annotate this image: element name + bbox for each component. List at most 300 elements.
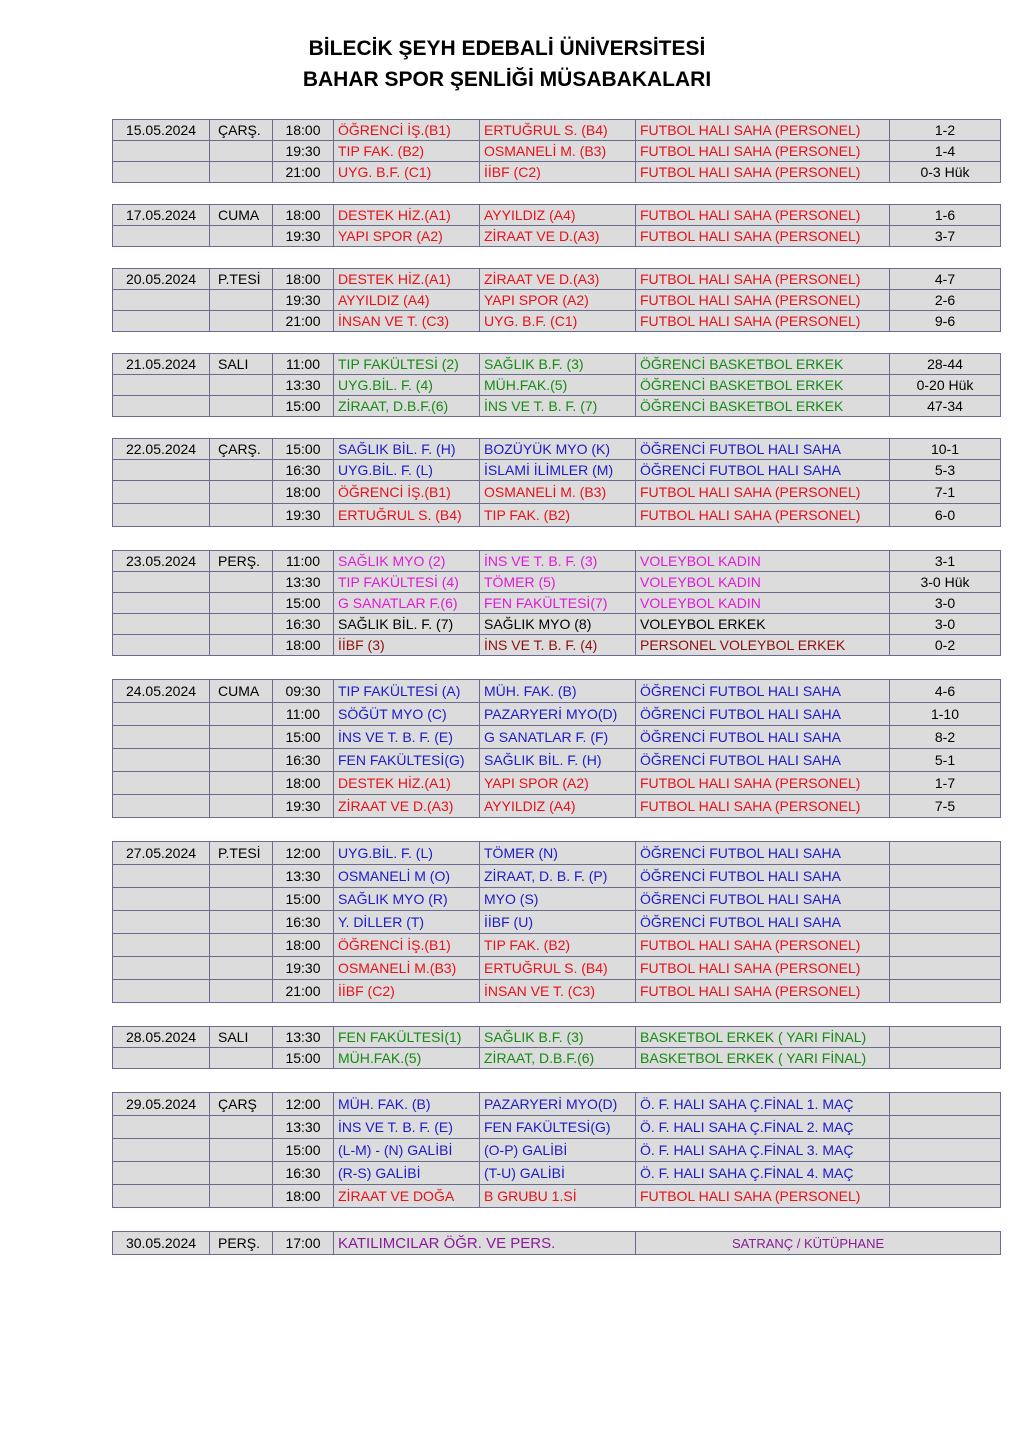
match-row — [113, 1116, 1001, 1139]
match-score: 9-6 — [890, 311, 1001, 332]
match-day — [210, 162, 273, 183]
day-table — [112, 841, 1001, 1003]
team-1: AYYILDIZ (A4) — [334, 290, 480, 311]
match-venue: VOLEYBOL ERKEK — [636, 614, 890, 635]
match-venue: ÖĞRENCİ FUTBOL HALI SAHA — [636, 749, 890, 772]
match-score: 10-1 — [890, 439, 1001, 460]
match-date — [113, 396, 210, 417]
team-2: İNSAN VE T. (C3) — [480, 980, 636, 1003]
match-time: 19:30 — [273, 141, 334, 162]
match-date — [113, 795, 210, 818]
team-2: SAĞLIK B.F. (3) — [480, 354, 636, 375]
match-date: 15.05.2024 — [113, 120, 210, 141]
match-day — [210, 726, 273, 749]
match-time: 09:30 — [273, 680, 334, 703]
table-spacer — [112, 527, 1000, 550]
match-day — [210, 980, 273, 1003]
match-time: 18:00 — [273, 481, 334, 504]
team-1: İNSAN VE T. (C3) — [334, 311, 480, 332]
match-time: 11:00 — [273, 551, 334, 572]
match-day — [210, 934, 273, 957]
match-score: 5-1 — [890, 749, 1001, 772]
team-1: TIP FAKÜLTESİ (A) — [334, 680, 480, 703]
match-venue: FUTBOL HALI SAHA (PERSONEL) — [636, 311, 890, 332]
match-score: 4-6 — [890, 680, 1001, 703]
match-score: 7-1 — [890, 481, 1001, 504]
match-score: 4-7 — [890, 269, 1001, 290]
table-spacer — [112, 1003, 1000, 1026]
match-date — [113, 980, 210, 1003]
match-venue: FUTBOL HALI SAHA (PERSONEL) — [636, 226, 890, 247]
match-score: 1-2 — [890, 120, 1001, 141]
match-score — [890, 934, 1001, 957]
match-date — [113, 311, 210, 332]
match-venue: FUTBOL HALI SAHA (PERSONEL) — [636, 120, 890, 141]
team-2: SAĞLIK BİL. F. (H) — [480, 749, 636, 772]
schedule-tables — [112, 119, 1000, 1255]
match-date — [113, 934, 210, 957]
team-2: İSLAMİ İLİMLER (M) — [480, 460, 636, 481]
match-day — [210, 1048, 273, 1069]
match-date: 21.05.2024 — [113, 354, 210, 375]
chess-day: PERŞ. — [210, 1232, 273, 1255]
match-day — [210, 749, 273, 772]
match-date — [113, 957, 210, 980]
match-venue: ÖĞRENCİ FUTBOL HALI SAHA — [636, 460, 890, 481]
table-spacer — [112, 332, 1000, 353]
match-score — [890, 1139, 1001, 1162]
day-table — [112, 268, 1001, 332]
match-venue: FUTBOL HALI SAHA (PERSONEL) — [636, 504, 890, 527]
team-2: MÜH.FAK.(5) — [480, 375, 636, 396]
match-date — [113, 726, 210, 749]
match-date: 22.05.2024 — [113, 439, 210, 460]
match-day — [210, 1139, 273, 1162]
match-venue: FUTBOL HALI SAHA (PERSONEL) — [636, 162, 890, 183]
team-2: B GRUBU 1.Sİ — [480, 1185, 636, 1208]
match-date — [113, 504, 210, 527]
match-time: 11:00 — [273, 354, 334, 375]
match-venue: FUTBOL HALI SAHA (PERSONEL) — [636, 772, 890, 795]
team-1: G SANATLAR F.(6) — [334, 593, 480, 614]
team-2: ERTUĞRUL S. (B4) — [480, 957, 636, 980]
match-day: CUMA — [210, 205, 273, 226]
match-venue: FUTBOL HALI SAHA (PERSONEL) — [636, 141, 890, 162]
match-row — [113, 593, 1001, 614]
team-1: Y. DİLLER (T) — [334, 911, 480, 934]
match-day — [210, 593, 273, 614]
team-2: UYG. B.F. (C1) — [480, 311, 636, 332]
team-1: YAPI SPOR (A2) — [334, 226, 480, 247]
match-venue: Ö. F. HALI SAHA Ç.FİNAL 1. MAÇ — [636, 1093, 890, 1116]
match-time: 15:00 — [273, 1048, 334, 1069]
team-2: OSMANELİ M. (B3) — [480, 481, 636, 504]
team-1: İNS VE T. B. F. (E) — [334, 726, 480, 749]
team-1: OSMANELİ M.(B3) — [334, 957, 480, 980]
title-line-1: BİLECİK ŞEYH EDEBALİ ÜNİVERSİTESİ — [308, 37, 706, 60]
match-row — [113, 481, 1001, 504]
match-time: 18:00 — [273, 772, 334, 795]
team-2: ERTUĞRUL S. (B4) — [480, 120, 636, 141]
match-venue: ÖĞRENCİ BASKETBOL ERKEK — [636, 375, 890, 396]
match-date — [113, 572, 210, 593]
match-score: 1-6 — [890, 205, 1001, 226]
match-day — [210, 504, 273, 527]
match-venue: Ö. F. HALI SAHA Ç.FİNAL 2. MAÇ — [636, 1116, 890, 1139]
team-2: YAPI SPOR (A2) — [480, 290, 636, 311]
team-1: DESTEK HİZ.(A1) — [334, 269, 480, 290]
team-1: UYG.BİL. F. (4) — [334, 375, 480, 396]
team-1: DESTEK HİZ.(A1) — [334, 205, 480, 226]
match-time: 18:00 — [273, 120, 334, 141]
match-time: 16:30 — [273, 1162, 334, 1185]
team-1: FEN FAKÜLTESİ(G) — [334, 749, 480, 772]
match-time: 15:00 — [273, 396, 334, 417]
match-venue: ÖĞRENCİ FUTBOL HALI SAHA — [636, 703, 890, 726]
match-row — [113, 504, 1001, 527]
team-1: TIP FAKÜLTESİ (2) — [334, 354, 480, 375]
match-day: SALI — [210, 1027, 273, 1048]
match-score: 1-10 — [890, 703, 1001, 726]
match-time: 15:00 — [273, 439, 334, 460]
match-date — [113, 593, 210, 614]
match-day: P.TESİ — [210, 842, 273, 865]
team-1: ZİRAAT VE DOĞA — [334, 1185, 480, 1208]
match-venue: ÖĞRENCİ FUTBOL HALI SAHA — [636, 911, 890, 934]
match-date — [113, 460, 210, 481]
match-score — [890, 1048, 1001, 1069]
team-1: İNS VE T. B. F. (E) — [334, 1116, 480, 1139]
team-2: TIP FAK. (B2) — [480, 934, 636, 957]
match-venue: FUTBOL HALI SAHA (PERSONEL) — [636, 957, 890, 980]
match-time: 13:30 — [273, 572, 334, 593]
page-title — [0, 33, 1024, 95]
match-day — [210, 1162, 273, 1185]
match-date: 29.05.2024 — [113, 1093, 210, 1116]
day-table — [112, 204, 1001, 247]
match-day — [210, 141, 273, 162]
match-time: 16:30 — [273, 749, 334, 772]
match-time: 21:00 — [273, 311, 334, 332]
team-2: YAPI SPOR (A2) — [480, 772, 636, 795]
match-score: 6-0 — [890, 504, 1001, 527]
match-venue: FUTBOL HALI SAHA (PERSONEL) — [636, 980, 890, 1003]
team-1: UYG. B.F. (C1) — [334, 162, 480, 183]
team-2: TIP FAK. (B2) — [480, 504, 636, 527]
match-time: 15:00 — [273, 888, 334, 911]
match-date — [113, 635, 210, 656]
match-time: 18:00 — [273, 1185, 334, 1208]
chess-time: 17:00 — [273, 1232, 334, 1255]
match-time: 16:30 — [273, 911, 334, 934]
match-score — [890, 842, 1001, 865]
match-venue: FUTBOL HALI SAHA (PERSONEL) — [636, 481, 890, 504]
match-date — [113, 749, 210, 772]
match-time: 18:00 — [273, 269, 334, 290]
match-row — [113, 120, 1001, 141]
match-day — [210, 290, 273, 311]
match-day — [210, 460, 273, 481]
match-row — [113, 375, 1001, 396]
team-2: OSMANELİ M. (B3) — [480, 141, 636, 162]
team-1: FEN FAKÜLTESİ(1) — [334, 1027, 480, 1048]
match-day — [210, 1185, 273, 1208]
team-1: MÜH. FAK. (B) — [334, 1093, 480, 1116]
team-1: ÖĞRENCİ İŞ.(B1) — [334, 934, 480, 957]
team-2: MÜH. FAK. (B) — [480, 680, 636, 703]
match-time: 19:30 — [273, 957, 334, 980]
table-spacer — [112, 183, 1000, 204]
team-2: AYYILDIZ (A4) — [480, 205, 636, 226]
match-row — [113, 460, 1001, 481]
match-time: 13:30 — [273, 1116, 334, 1139]
match-row — [113, 311, 1001, 332]
match-venue: ÖĞRENCİ FUTBOL HALI SAHA — [636, 865, 890, 888]
day-table — [112, 679, 1001, 818]
match-date — [113, 481, 210, 504]
match-venue: ÖĞRENCİ FUTBOL HALI SAHA — [636, 680, 890, 703]
match-day: ÇARŞ — [210, 1093, 273, 1116]
match-day — [210, 911, 273, 934]
team-1: SAĞLIK MYO (R) — [334, 888, 480, 911]
team-2: İİBF (U) — [480, 911, 636, 934]
team-1: ERTUĞRUL S. (B4) — [334, 504, 480, 527]
team-1: DESTEK HİZ.(A1) — [334, 772, 480, 795]
match-day: PERŞ. — [210, 551, 273, 572]
match-day — [210, 311, 273, 332]
match-row — [113, 934, 1001, 957]
match-score: 7-5 — [890, 795, 1001, 818]
match-date — [113, 290, 210, 311]
match-date: 17.05.2024 — [113, 205, 210, 226]
match-date — [113, 226, 210, 247]
team-1: İİBF (3) — [334, 635, 480, 656]
team-2: (O-P) GALİBİ — [480, 1139, 636, 1162]
match-venue: ÖĞRENCİ FUTBOL HALI SAHA — [636, 888, 890, 911]
match-row — [113, 551, 1001, 572]
match-venue: FUTBOL HALI SAHA (PERSONEL) — [636, 934, 890, 957]
team-2: PAZARYERİ MYO(D) — [480, 1093, 636, 1116]
match-venue: VOLEYBOL KADIN — [636, 572, 890, 593]
team-2: FEN FAKÜLTESİ(7) — [480, 593, 636, 614]
match-time: 19:30 — [273, 226, 334, 247]
match-row — [113, 614, 1001, 635]
team-1: SAĞLIK MYO (2) — [334, 551, 480, 572]
team-2: İNS VE T. B. F. (4) — [480, 635, 636, 656]
match-row — [113, 980, 1001, 1003]
match-venue: ÖĞRENCİ BASKETBOL ERKEK — [636, 354, 890, 375]
team-2: İNS VE T. B. F. (7) — [480, 396, 636, 417]
match-date — [113, 614, 210, 635]
team-1: (R-S) GALİBİ — [334, 1162, 480, 1185]
match-score: 3-0 — [890, 614, 1001, 635]
match-day — [210, 396, 273, 417]
match-date — [113, 162, 210, 183]
match-time: 21:00 — [273, 162, 334, 183]
match-row — [113, 1162, 1001, 1185]
match-row — [113, 354, 1001, 375]
match-date — [113, 1162, 210, 1185]
table-spacer — [112, 656, 1000, 679]
match-score: 8-2 — [890, 726, 1001, 749]
match-date — [113, 888, 210, 911]
match-day: ÇARŞ. — [210, 439, 273, 460]
match-time: 18:00 — [273, 934, 334, 957]
match-venue: ÖĞRENCİ FUTBOL HALI SAHA — [636, 439, 890, 460]
day-table — [112, 1026, 1001, 1069]
day-table — [112, 353, 1001, 417]
match-time: 15:00 — [273, 1139, 334, 1162]
match-venue: Ö. F. HALI SAHA Ç.FİNAL 4. MAÇ — [636, 1162, 890, 1185]
match-venue: ÖĞRENCİ FUTBOL HALI SAHA — [636, 842, 890, 865]
match-day — [210, 635, 273, 656]
team-2: PAZARYERİ MYO(D) — [480, 703, 636, 726]
match-time: 11:00 — [273, 703, 334, 726]
match-score — [890, 957, 1001, 980]
match-venue: FUTBOL HALI SAHA (PERSONEL) — [636, 290, 890, 311]
chess-table — [112, 1231, 1001, 1255]
match-row — [113, 865, 1001, 888]
match-score: 0-20 Hük — [890, 375, 1001, 396]
table-spacer — [112, 1069, 1000, 1092]
match-day — [210, 226, 273, 247]
match-date: 27.05.2024 — [113, 842, 210, 865]
team-1: ÖĞRENCİ İŞ.(B1) — [334, 481, 480, 504]
match-venue: VOLEYBOL KADIN — [636, 551, 890, 572]
match-date: 20.05.2024 — [113, 269, 210, 290]
match-day — [210, 614, 273, 635]
match-time: 16:30 — [273, 460, 334, 481]
match-score: 47-34 — [890, 396, 1001, 417]
team-2: İİBF (C2) — [480, 162, 636, 183]
match-row — [113, 1139, 1001, 1162]
match-score — [890, 888, 1001, 911]
match-time: 19:30 — [273, 795, 334, 818]
match-score — [890, 1162, 1001, 1185]
team-1: ÖĞRENCİ İŞ.(B1) — [334, 120, 480, 141]
match-score: 3-0 — [890, 593, 1001, 614]
match-row — [113, 795, 1001, 818]
team-1: TIP FAKÜLTESİ (4) — [334, 572, 480, 593]
match-row — [113, 572, 1001, 593]
team-2: İNS VE T. B. F. (3) — [480, 551, 636, 572]
match-time: 13:30 — [273, 375, 334, 396]
match-row — [113, 141, 1001, 162]
team-1: ZİRAAT VE D.(A3) — [334, 795, 480, 818]
match-day — [210, 865, 273, 888]
team-1: TIP FAK. (B2) — [334, 141, 480, 162]
match-row — [113, 439, 1001, 460]
match-row — [113, 842, 1001, 865]
team-2: TÖMER (5) — [480, 572, 636, 593]
team-2: AYYILDIZ (A4) — [480, 795, 636, 818]
match-day: P.TESİ — [210, 269, 273, 290]
match-time: 19:30 — [273, 290, 334, 311]
match-time: 19:30 — [273, 504, 334, 527]
match-score — [890, 980, 1001, 1003]
match-date — [113, 1185, 210, 1208]
match-row — [113, 162, 1001, 183]
match-venue: VOLEYBOL KADIN — [636, 593, 890, 614]
title-line-2: BAHAR SPOR ŞENLİĞİ MÜSABAKALARI — [302, 68, 712, 91]
match-row — [113, 957, 1001, 980]
match-score — [890, 865, 1001, 888]
chess-venue: SATRANÇ / KÜTÜPHANE — [636, 1232, 1001, 1255]
team-2: BOZÜYÜK MYO (K) — [480, 439, 636, 460]
chess-participants: KATILIMCILAR ÖĞR. VE PERS. — [334, 1232, 636, 1255]
match-date — [113, 375, 210, 396]
match-score: 0-3 Hük — [890, 162, 1001, 183]
table-spacer — [112, 1208, 1000, 1231]
team-1: (L-M) - (N) GALİBİ — [334, 1139, 480, 1162]
match-day: CUMA — [210, 680, 273, 703]
team-2: ZİRAAT VE D.(A3) — [480, 226, 636, 247]
match-time: 15:00 — [273, 593, 334, 614]
team-2: SAĞLIK MYO (8) — [480, 614, 636, 635]
match-score — [890, 1185, 1001, 1208]
match-row — [113, 1093, 1001, 1116]
team-2: (T-U) GALİBİ — [480, 1162, 636, 1185]
team-1: ZİRAAT, D.B.F.(6) — [334, 396, 480, 417]
team-1: SÖĞÜT MYO (C) — [334, 703, 480, 726]
team-2: ZİRAAT, D.B.F.(6) — [480, 1048, 636, 1069]
match-score — [890, 1093, 1001, 1116]
match-time: 18:00 — [273, 205, 334, 226]
match-date — [113, 1048, 210, 1069]
match-score: 5-3 — [890, 460, 1001, 481]
match-date: 23.05.2024 — [113, 551, 210, 572]
match-time: 12:00 — [273, 1093, 334, 1116]
match-time: 16:30 — [273, 614, 334, 635]
match-score: 1-4 — [890, 141, 1001, 162]
team-1: UYG.BİL. F. (L) — [334, 842, 480, 865]
match-venue: BASKETBOL ERKEK ( YARI FİNAL) — [636, 1048, 890, 1069]
match-score: 3-0 Hük — [890, 572, 1001, 593]
match-row — [113, 226, 1001, 247]
team-2: TÖMER (N) — [480, 842, 636, 865]
day-table — [112, 119, 1001, 183]
match-row — [113, 1048, 1001, 1069]
team-1: SAĞLIK BİL. F. (7) — [334, 614, 480, 635]
match-day — [210, 1116, 273, 1139]
match-venue: Ö. F. HALI SAHA Ç.FİNAL 3. MAÇ — [636, 1139, 890, 1162]
match-time: 21:00 — [273, 980, 334, 1003]
match-venue: PERSONEL VOLEYBOL ERKEK — [636, 635, 890, 656]
match-venue: FUTBOL HALI SAHA (PERSONEL) — [636, 269, 890, 290]
match-venue: FUTBOL HALI SAHA (PERSONEL) — [636, 205, 890, 226]
match-row — [113, 680, 1001, 703]
team-2: ZİRAAT, D. B. F. (P) — [480, 865, 636, 888]
match-time: 13:30 — [273, 1027, 334, 1048]
chess-date: 30.05.2024 — [113, 1232, 210, 1255]
match-date: 28.05.2024 — [113, 1027, 210, 1048]
match-day: ÇARŞ. — [210, 120, 273, 141]
match-score: 3-1 — [890, 551, 1001, 572]
match-score — [890, 1116, 1001, 1139]
match-time: 15:00 — [273, 726, 334, 749]
match-venue: ÖĞRENCİ BASKETBOL ERKEK — [636, 396, 890, 417]
match-score: 1-7 — [890, 772, 1001, 795]
match-date: 24.05.2024 — [113, 680, 210, 703]
team-1: İİBF (C2) — [334, 980, 480, 1003]
match-day — [210, 703, 273, 726]
match-day — [210, 888, 273, 911]
match-time: 13:30 — [273, 865, 334, 888]
match-score: 3-7 — [890, 226, 1001, 247]
match-score — [890, 911, 1001, 934]
match-row — [113, 205, 1001, 226]
match-day — [210, 795, 273, 818]
